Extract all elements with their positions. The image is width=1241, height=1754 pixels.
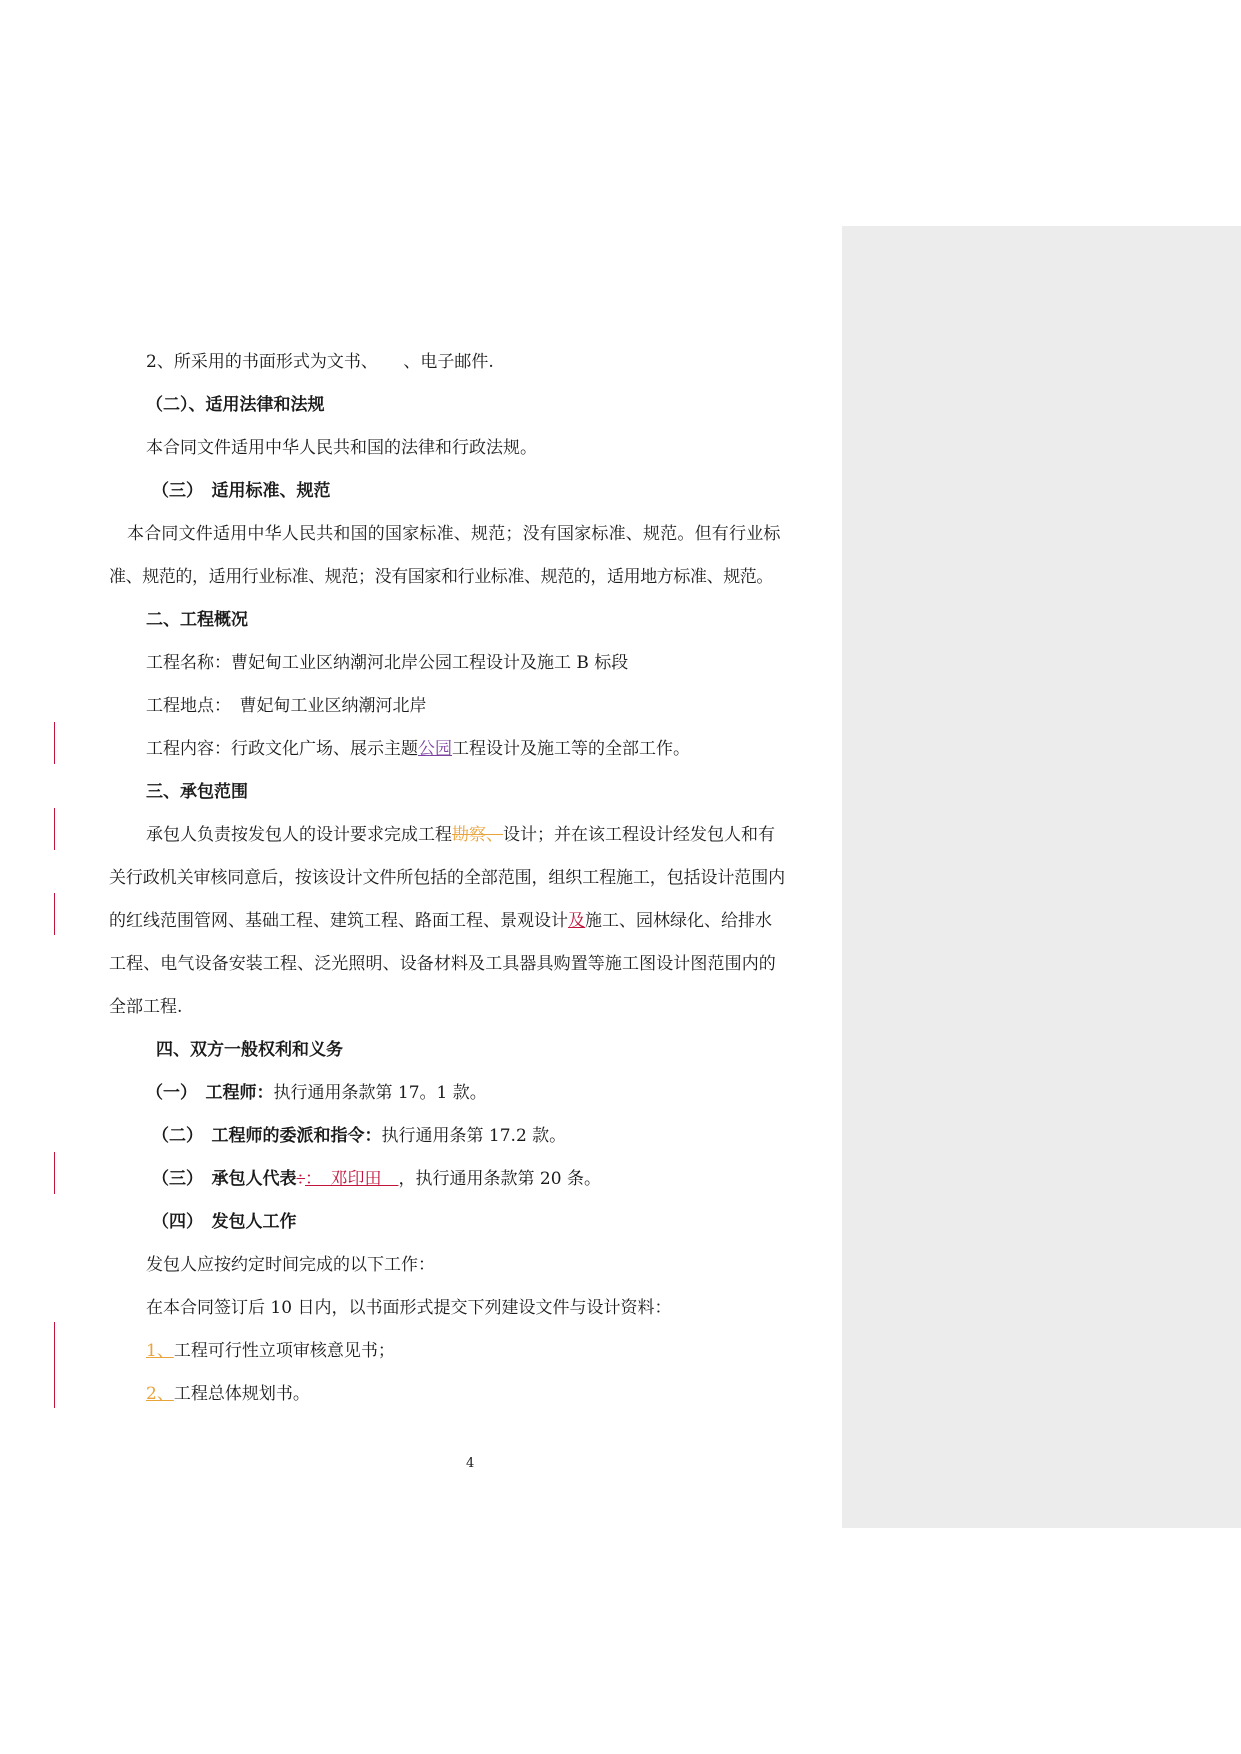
text-line: 工程地点： 曹妃甸工业区纳潮河北岸 xyxy=(146,696,427,716)
text-span: 施工、园林绿化、给排水 xyxy=(585,911,772,931)
section-heading: （二）、适用法律和法规 xyxy=(146,395,325,415)
text-span: 工程内容：行政文化广场、展示主题 xyxy=(146,739,418,759)
text-line: 2、所采用的书面形式为文书、 、电子邮件. xyxy=(146,352,494,372)
section-heading: 三、承包范围 xyxy=(146,782,248,802)
text-line: 工程名称：曹妃甸工业区纳潮河北岸公园工程设计及施工 B 标段 xyxy=(146,653,629,673)
change-bar xyxy=(54,893,55,935)
comment-pane xyxy=(842,226,1241,1528)
section-heading: （三） 适用标准、规范 xyxy=(152,481,331,501)
clause-label: （二） 工程师的委派和指令： xyxy=(152,1126,382,1146)
section-heading: 二、工程概况 xyxy=(146,610,248,630)
text-span: 工程设计及施工等的全部工作。 xyxy=(452,739,690,759)
text-line xyxy=(152,1167,601,1191)
text-span: 的红线范围管网、基础工程、建筑工程、路面工程、景观设计 xyxy=(109,911,568,931)
text-line: 本合同文件适用中华人民共和国的国家标准、规范；没有国家标准、规范。但有行业标 xyxy=(127,524,781,544)
insertion-mark: 1、 xyxy=(146,1341,174,1361)
text-line: 关行政机关审核同意后，按该设计文件所包括的全部范围，组织工程施工，包括设计范围内 xyxy=(109,868,785,888)
insertion-mark: 公园 xyxy=(418,739,452,759)
insertion-mark: 2、 xyxy=(146,1384,174,1404)
text-line: 准、规范的，适用行业标准、规范；没有国家和行业标准、规范的，适用地方标准、规范。 xyxy=(109,567,773,587)
section-heading: （四） 发包人工作 xyxy=(152,1212,297,1232)
section-heading: 四、双方一般权利和义务 xyxy=(156,1040,343,1060)
insertion-mark: 及 xyxy=(568,911,585,931)
text-line: 本合同文件适用中华人民共和国的法律和行政法规。 xyxy=(146,438,537,458)
text-span: 设计；并在该工程设计经发包人和有 xyxy=(503,825,775,845)
change-bar xyxy=(54,808,55,850)
text-line xyxy=(146,737,690,761)
text-line: 全部工程. xyxy=(109,997,183,1017)
text-line xyxy=(146,1081,487,1105)
insertion-mark: ： 邓印田 xyxy=(305,1169,399,1189)
text-line: 发包人应按约定时间完成的以下工作： xyxy=(146,1255,435,1275)
text-span: 工程总体规划书。 xyxy=(173,1384,310,1404)
text-line xyxy=(152,1124,566,1148)
text-line: 工程、电气设备安装工程、泛光照明、设备材料及工具器具购置等施工图设计图范围内的 xyxy=(109,954,776,974)
change-bar xyxy=(54,1322,55,1408)
text-span: 执行通用条款第 17。1 款。 xyxy=(273,1083,487,1103)
change-bar xyxy=(54,1152,55,1194)
text-span: 承包人负责按发包人的设计要求完成工程 xyxy=(146,825,452,845)
text-span: 执行通用条第 17.2 款。 xyxy=(381,1126,567,1146)
text-span: ，执行通用条款第 20 条。 xyxy=(398,1169,601,1189)
deletion-mark: 勘察、 xyxy=(452,825,503,845)
change-bar xyxy=(54,722,55,764)
text-line: 在本合同签订后 10 日内，以书面形式提交下列建设文件与设计资料： xyxy=(146,1298,672,1318)
deletion-mark: ： xyxy=(296,1169,305,1189)
clause-label: （一） 工程师： xyxy=(146,1083,274,1103)
text-line xyxy=(146,1339,395,1363)
text-line xyxy=(109,909,772,933)
text-line xyxy=(146,1382,310,1406)
text-span: 工程可行性立项审核意见书； xyxy=(173,1341,395,1361)
clause-label: （三） 承包人代表 xyxy=(152,1169,297,1189)
text-line xyxy=(146,823,775,847)
page-number: 4 xyxy=(466,1456,475,1471)
